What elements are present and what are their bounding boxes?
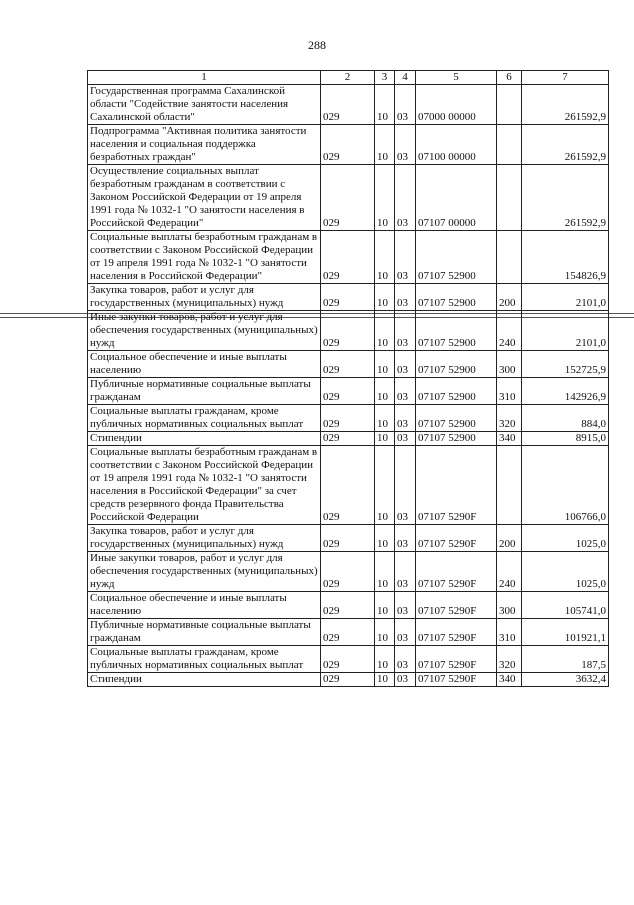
row-name-cell: Стипендии [88,673,321,687]
row-expense-type-cell [497,446,522,525]
row-name-cell: Иные закупки товаров, работ и услуг для обеспечения государственных (муниципальных) нужд [88,552,321,592]
row-amount-cell: 1025,0 [522,525,609,552]
row-subsection-cell: 03 [395,646,416,673]
row-target-cell: 07107 5290F [416,673,497,687]
row-target-cell: 07107 5290F [416,619,497,646]
row-target-cell: 07107 00000 [416,165,497,231]
row-expense-type-cell [497,165,522,231]
row-section-cell: 10 [375,619,395,646]
page-number: 288 [308,38,326,52]
row-expense-type-cell [497,231,522,284]
row-ministry-cell: 029 [321,405,375,432]
row-amount-cell: 8915,0 [522,432,609,446]
row-ministry-cell: 029 [321,673,375,687]
row-amount-cell: 101921,1 [522,619,609,646]
row-amount-cell: 154826,9 [522,231,609,284]
row-amount-cell: 2101,0 [522,284,609,311]
row-section-cell: 10 [375,125,395,165]
row-amount-cell: 1025,0 [522,552,609,592]
table-row [88,125,609,165]
table-row [88,619,609,646]
row-target-cell: 07107 52900 [416,405,497,432]
row-amount-cell: 2101,0 [522,311,609,351]
row-ministry-cell: 029 [321,552,375,592]
row-ministry-cell: 029 [321,619,375,646]
row-ministry-cell: 029 [321,284,375,311]
table-row [88,284,609,311]
row-section-cell: 10 [375,592,395,619]
table-row [88,432,609,446]
row-section-cell: 10 [375,311,395,351]
table-row [88,85,609,125]
row-ministry-cell: 029 [321,125,375,165]
row-amount-cell: 105741,0 [522,592,609,619]
row-ministry-cell: 029 [321,446,375,525]
row-section-cell: 10 [375,231,395,284]
row-section-cell: 10 [375,525,395,552]
row-target-cell: 07107 52900 [416,378,497,405]
header-cell: 6 [497,71,522,85]
row-section-cell: 10 [375,673,395,687]
row-name-cell: Социальные выплаты гражданам, кроме публичных нормативных социальных выплат [88,405,321,432]
row-subsection-cell: 03 [395,592,416,619]
row-subsection-cell: 03 [395,165,416,231]
row-subsection-cell: 03 [395,673,416,687]
row-name-cell: Социальное обеспечение и иные выплаты населению [88,351,321,378]
row-amount-cell: 3632,4 [522,673,609,687]
row-amount-cell: 261592,9 [522,165,609,231]
row-subsection-cell: 03 [395,405,416,432]
row-name-cell: Социальное обеспечение и иные выплаты населению [88,592,321,619]
row-target-cell: 07107 5290F [416,592,497,619]
row-section-cell: 10 [375,85,395,125]
row-expense-type-cell: 340 [497,673,522,687]
row-section-cell: 10 [375,446,395,525]
row-name-cell: Подпрограмма "Активная политика занятости населения и социальная поддержка безработных граждан" [88,125,321,165]
table-row [88,311,609,351]
header-cell: 1 [88,71,321,85]
row-name-cell: Осуществление социальных выплат безработным гражданам в соответствии с Законом Российской Федерации от 19 апреля 1991 года № 1032-1 "О занятости населения в Российской Федерации" [88,165,321,231]
table-row [88,592,609,619]
row-target-cell: 07107 5290F [416,552,497,592]
row-subsection-cell: 03 [395,311,416,351]
row-name-cell: Социальные выплаты безработным гражданам в соответствии с Законом Российской Федерации от 19 апреля 1991 года № 1032-1 "О занятости населения в Российской Федерации" [88,231,321,284]
row-ministry-cell: 029 [321,311,375,351]
row-subsection-cell: 03 [395,351,416,378]
row-ministry-cell: 029 [321,378,375,405]
row-amount-cell: 106766,0 [522,446,609,525]
row-name-cell: Социальные выплаты безработным гражданам в соответствии с Законом Российской Федерации от 19 апреля 1991 года № 1032-1 "О занятости населения в Российской Федерации" за счет средств резервного фонда Правительства Российской Федерации [88,446,321,525]
row-ministry-cell: 029 [321,351,375,378]
row-subsection-cell: 03 [395,378,416,405]
row-expense-type-cell: 320 [497,646,522,673]
table-row [88,446,609,525]
table-row [88,673,609,687]
row-expense-type-cell [497,125,522,165]
row-amount-cell: 261592,9 [522,85,609,125]
row-name-cell: Публичные нормативные социальные выплаты гражданам [88,378,321,405]
row-amount-cell: 152725,9 [522,351,609,378]
header-cell: 3 [375,71,395,85]
row-ministry-cell: 029 [321,85,375,125]
row-target-cell: 07107 52900 [416,432,497,446]
row-expense-type-cell: 300 [497,592,522,619]
row-expense-type-cell: 320 [497,405,522,432]
row-target-cell: 07107 5290F [416,525,497,552]
row-expense-type-cell: 300 [497,351,522,378]
row-section-cell: 10 [375,646,395,673]
budget-table [87,70,609,687]
row-target-cell: 07000 00000 [416,85,497,125]
table-row [88,525,609,552]
row-subsection-cell: 03 [395,231,416,284]
row-target-cell: 07107 5290F [416,446,497,525]
row-name-cell: Публичные нормативные социальные выплаты гражданам [88,619,321,646]
row-subsection-cell: 03 [395,125,416,165]
row-target-cell: 07107 52900 [416,311,497,351]
row-subsection-cell: 03 [395,284,416,311]
row-target-cell: 07107 52900 [416,351,497,378]
row-expense-type-cell: 310 [497,378,522,405]
table-row [88,231,609,284]
header-cell: 4 [395,71,416,85]
row-ministry-cell: 029 [321,432,375,446]
row-section-cell: 10 [375,351,395,378]
row-subsection-cell: 03 [395,446,416,525]
row-ministry-cell: 029 [321,646,375,673]
row-name-cell: Закупка товаров, работ и услуг для государственных (муниципальных) нужд [88,284,321,311]
row-ministry-cell: 029 [321,592,375,619]
row-subsection-cell: 03 [395,432,416,446]
table-row [88,552,609,592]
row-subsection-cell: 03 [395,525,416,552]
table-row [88,378,609,405]
row-section-cell: 10 [375,165,395,231]
row-target-cell: 07107 5290F [416,646,497,673]
row-subsection-cell: 03 [395,85,416,125]
row-expense-type-cell: 340 [497,432,522,446]
row-section-cell: 10 [375,432,395,446]
header-cell: 5 [416,71,497,85]
row-name-cell: Стипендии [88,432,321,446]
table-header-row [88,71,609,85]
table-row [88,405,609,432]
row-subsection-cell: 03 [395,619,416,646]
row-section-cell: 10 [375,552,395,592]
table-row [88,165,609,231]
row-amount-cell: 187,5 [522,646,609,673]
row-section-cell: 10 [375,378,395,405]
row-amount-cell: 261592,9 [522,125,609,165]
row-amount-cell: 884,0 [522,405,609,432]
row-section-cell: 10 [375,405,395,432]
row-target-cell: 07107 52900 [416,231,497,284]
row-expense-type-cell [497,85,522,125]
row-expense-type-cell: 200 [497,284,522,311]
row-subsection-cell: 03 [395,552,416,592]
table-row [88,646,609,673]
row-target-cell: 07107 52900 [416,284,497,311]
row-expense-type-cell: 240 [497,311,522,351]
row-ministry-cell: 029 [321,525,375,552]
row-ministry-cell: 029 [321,231,375,284]
row-ministry-cell: 029 [321,165,375,231]
row-expense-type-cell: 310 [497,619,522,646]
row-name-cell: Государственная программа Сахалинской области "Содействие занятости населения Сахалинской области" [88,85,321,125]
header-cell: 2 [321,71,375,85]
row-target-cell: 07100 00000 [416,125,497,165]
row-name-cell: Социальные выплаты гражданам, кроме публичных нормативных социальных выплат [88,646,321,673]
row-expense-type-cell: 240 [497,552,522,592]
row-amount-cell: 142926,9 [522,378,609,405]
row-name-cell: Иные закупки товаров, работ и услуг для обеспечения государственных (муниципальных) нужд [88,311,321,351]
header-cell: 7 [522,71,609,85]
row-expense-type-cell: 200 [497,525,522,552]
table-row [88,351,609,378]
row-name-cell: Закупка товаров, работ и услуг для государственных (муниципальных) нужд [88,525,321,552]
row-section-cell: 10 [375,284,395,311]
